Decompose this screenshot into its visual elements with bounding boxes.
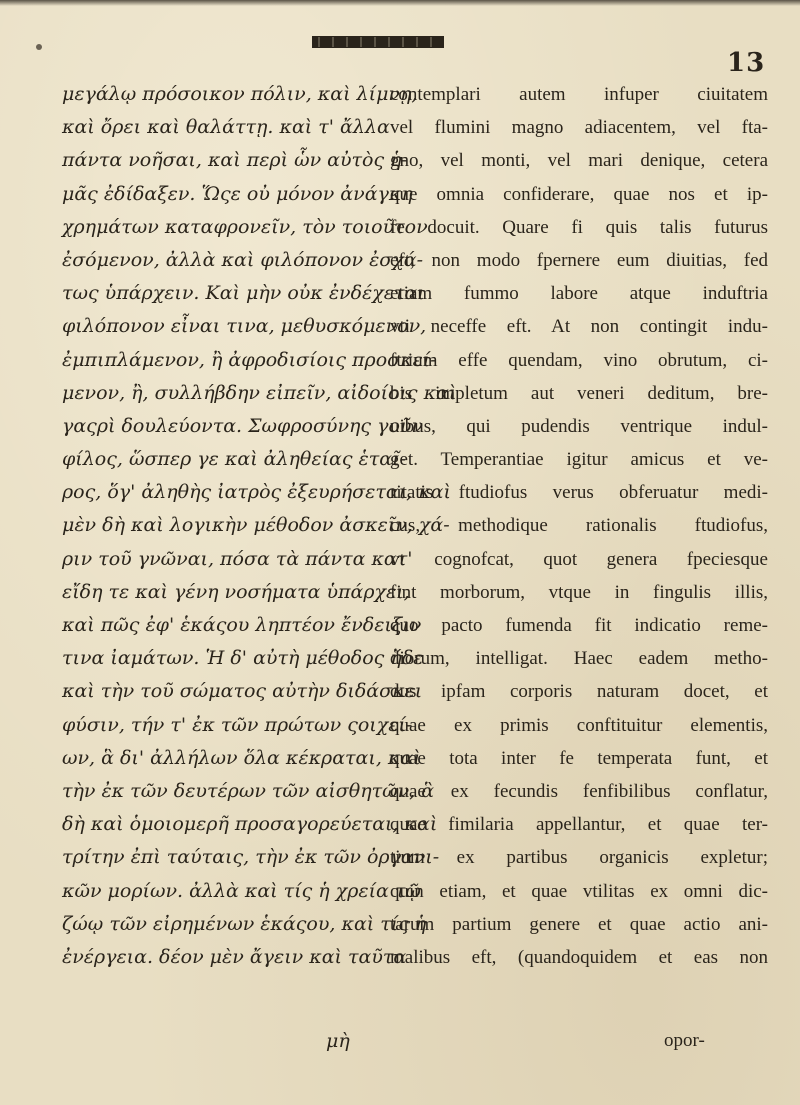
greek-text-line: ἐσόμενον, ἀλλὰ καὶ φιλόπονον ἐσχά- (62, 248, 423, 271)
latin-text-line: dus ipfam corporis naturam docet, et (390, 681, 768, 703)
greek-text-column (62, 78, 457, 974)
greek-text-line: κῶν μορίων. ἀλλὰ καὶ τίς ἡ χρεία τῷ (62, 879, 421, 902)
greek-text-line: πάντα νοῆσαι, καὶ περὶ ὧν αὐτὸς ἡ- (62, 149, 408, 172)
greek-text-line: δὴ καὶ ὁμοιομερῆ προσαγορεύεται, καὶ (62, 813, 438, 836)
latin-text-column (390, 78, 768, 974)
greek-text-line: χρημάτων καταφρονεῖν, τὸν τοιοῦτον (62, 215, 428, 238)
greek-text-line: γαςρὶ δουλεύοντα. Σωφροσύνης γοῦν (62, 414, 423, 437)
ink-dot (36, 44, 42, 50)
latin-text-line: ftrium effe quendam, vino obrutum, ci- (390, 349, 768, 371)
header-ornament (312, 36, 444, 48)
latin-text-line: quae ex fecundis fenfibilibus conflatur, (390, 780, 768, 802)
latin-text-line: quae fimilaria appellantur, et quae ter- (390, 814, 768, 836)
greek-text-line: μεγάλῳ πρόσοικον πόλιν, καὶ λίμνῃ, (62, 83, 418, 105)
latin-text-line: eft, non modo fpernere eum diuitias, fed (390, 249, 768, 271)
latin-text-line: fint morborum, vtque in fingulis illis, (390, 581, 768, 603)
greek-text-line: μᾶς ἐδίδαξεν. Ὥςε οὐ μόνον ἀνάγκη (62, 182, 413, 205)
latin-text-line: vti neceffe eft. At non contingit indu- (390, 316, 768, 338)
greek-text-line: ἐμπιπλάμενον, ἢ ἀφροδισίοις προσκεί- (62, 348, 437, 371)
latin-text-line: que omnia confiderare, quae nos et ip- (390, 183, 768, 205)
greek-text-line: ζώῳ τῶν εἰρημένων ἑκάςου, καὶ τίς ἡ (62, 912, 427, 935)
greek-text-line: τὴν ἐκ τῶν δευτέρων τῶν αἰσθητῶν, ἃ (62, 779, 435, 802)
page-number: 13 (727, 48, 766, 78)
latin-text-line: cus, methodique rationalis ftudiofus, (390, 515, 768, 537)
latin-text-line: vt cognofcat, quot genera fpeciesque (390, 548, 768, 570)
latin-text-line: tium ex partibus organicis expletur; (390, 847, 768, 869)
greek-text-line: ων, ἃ δι' ἀλλήλων ὅλα κέκραται, καὶ (62, 746, 421, 769)
latin-text-line: get. Temperantiae igitur amicus et ve- (390, 449, 768, 471)
greek-text-line: ἐνέργεια. δέον μὲν ἄγειν καὶ ταῦτα (62, 945, 407, 968)
greek-text-line: φιλόπονον εἶναι τινα, μεθυσκόμενον, (62, 315, 427, 338)
greek-text-line: εἴδη τε καὶ γένη νοσήματα ὑπάρχει, (62, 580, 410, 603)
greek-catchword: μὴ (326, 1030, 350, 1052)
greek-text-line: φύσιν, τήν τ' ἐκ τῶν πρώτων ςοιχεί- (62, 713, 413, 736)
greek-text-line: καὶ πῶς ἐφ' ἑκάςου ληπτέον ἔνδειξιν (62, 614, 422, 636)
greek-text-line: τρίτην ἐπὶ ταύταις, τὴν ἐκ τῶν ὀργανι- (62, 846, 440, 869)
page-top-edge (0, 0, 800, 6)
latin-text-line: quae tota inter fe temperata funt, et (390, 747, 768, 769)
latin-text-line: ritatis ftudiofus verus obferuatur medi- (390, 482, 768, 504)
greek-text-line: καὶ τὴν τοῦ σώματος αὐτὴν διδάσκει (62, 680, 423, 703)
greek-text-line: μὲν δὴ καὶ λογικὴν μέθοδον ἀσκεῖν, χά- (62, 514, 450, 537)
latin-text-line: diorum, intelligat. Haec eadem metho- (390, 648, 768, 670)
latin-text-line: fe docuit. Quare fi quis talis futurus (390, 216, 768, 238)
greek-text-line: τως ὑπάρχειν. Καὶ μὴν οὐκ ἐνδέχεται (62, 282, 425, 305)
latin-text-line: quin etiam, et quae vtilitas ex omni dic- (390, 880, 768, 902)
latin-text-line: contemplari autem infuper ciuitatem (390, 84, 768, 105)
latin-text-line: uibus, qui pudendis ventrique indul- (390, 415, 768, 437)
greek-text-line: φίλος, ὥσπερ γε καὶ ἀληθείας ἑταῖ- (62, 448, 406, 471)
latin-text-line: gno, vel monti, vel mari denique, cetera (390, 150, 768, 172)
greek-text-line: μενον, ἢ, συλλήβδην εἰπεῖν, αἰδοίοις καὶ (62, 381, 457, 404)
latin-text-line: tarum partium genere et quae actio ani- (390, 913, 768, 935)
latin-text-line: quo pacto fumenda fit indicatio reme- (390, 615, 768, 636)
latin-text-line: vel flumini magno adiacentem, vel fta- (390, 117, 768, 139)
latin-catchword: opor- (664, 1030, 705, 1051)
latin-text-line: quae ex primis conftituitur elementis, (390, 714, 768, 736)
greek-text-line: ρος, ὅγ' ἀληθὴς ἰατρὸς ἐξευρήσεται, καὶ (62, 481, 451, 504)
latin-text-line: malibus eft, (quandoquidem et eas non (390, 946, 768, 968)
greek-text-line: καὶ ὄρει καὶ θαλάττῃ. καὶ τ' ἄλλα (62, 116, 390, 139)
latin-text-line: bis impletum aut veneri deditum, bre- (390, 382, 768, 404)
greek-text-line: τινα ἰαμάτων. Ἡ δ' αὐτὴ μέθοδος ἥδε (62, 647, 424, 670)
greek-text-line: ριν τοῦ γνῶναι, πόσα τὰ πάντα κατ' (62, 547, 413, 570)
latin-text-line: etiam fummo labore atque induftria (390, 283, 768, 305)
